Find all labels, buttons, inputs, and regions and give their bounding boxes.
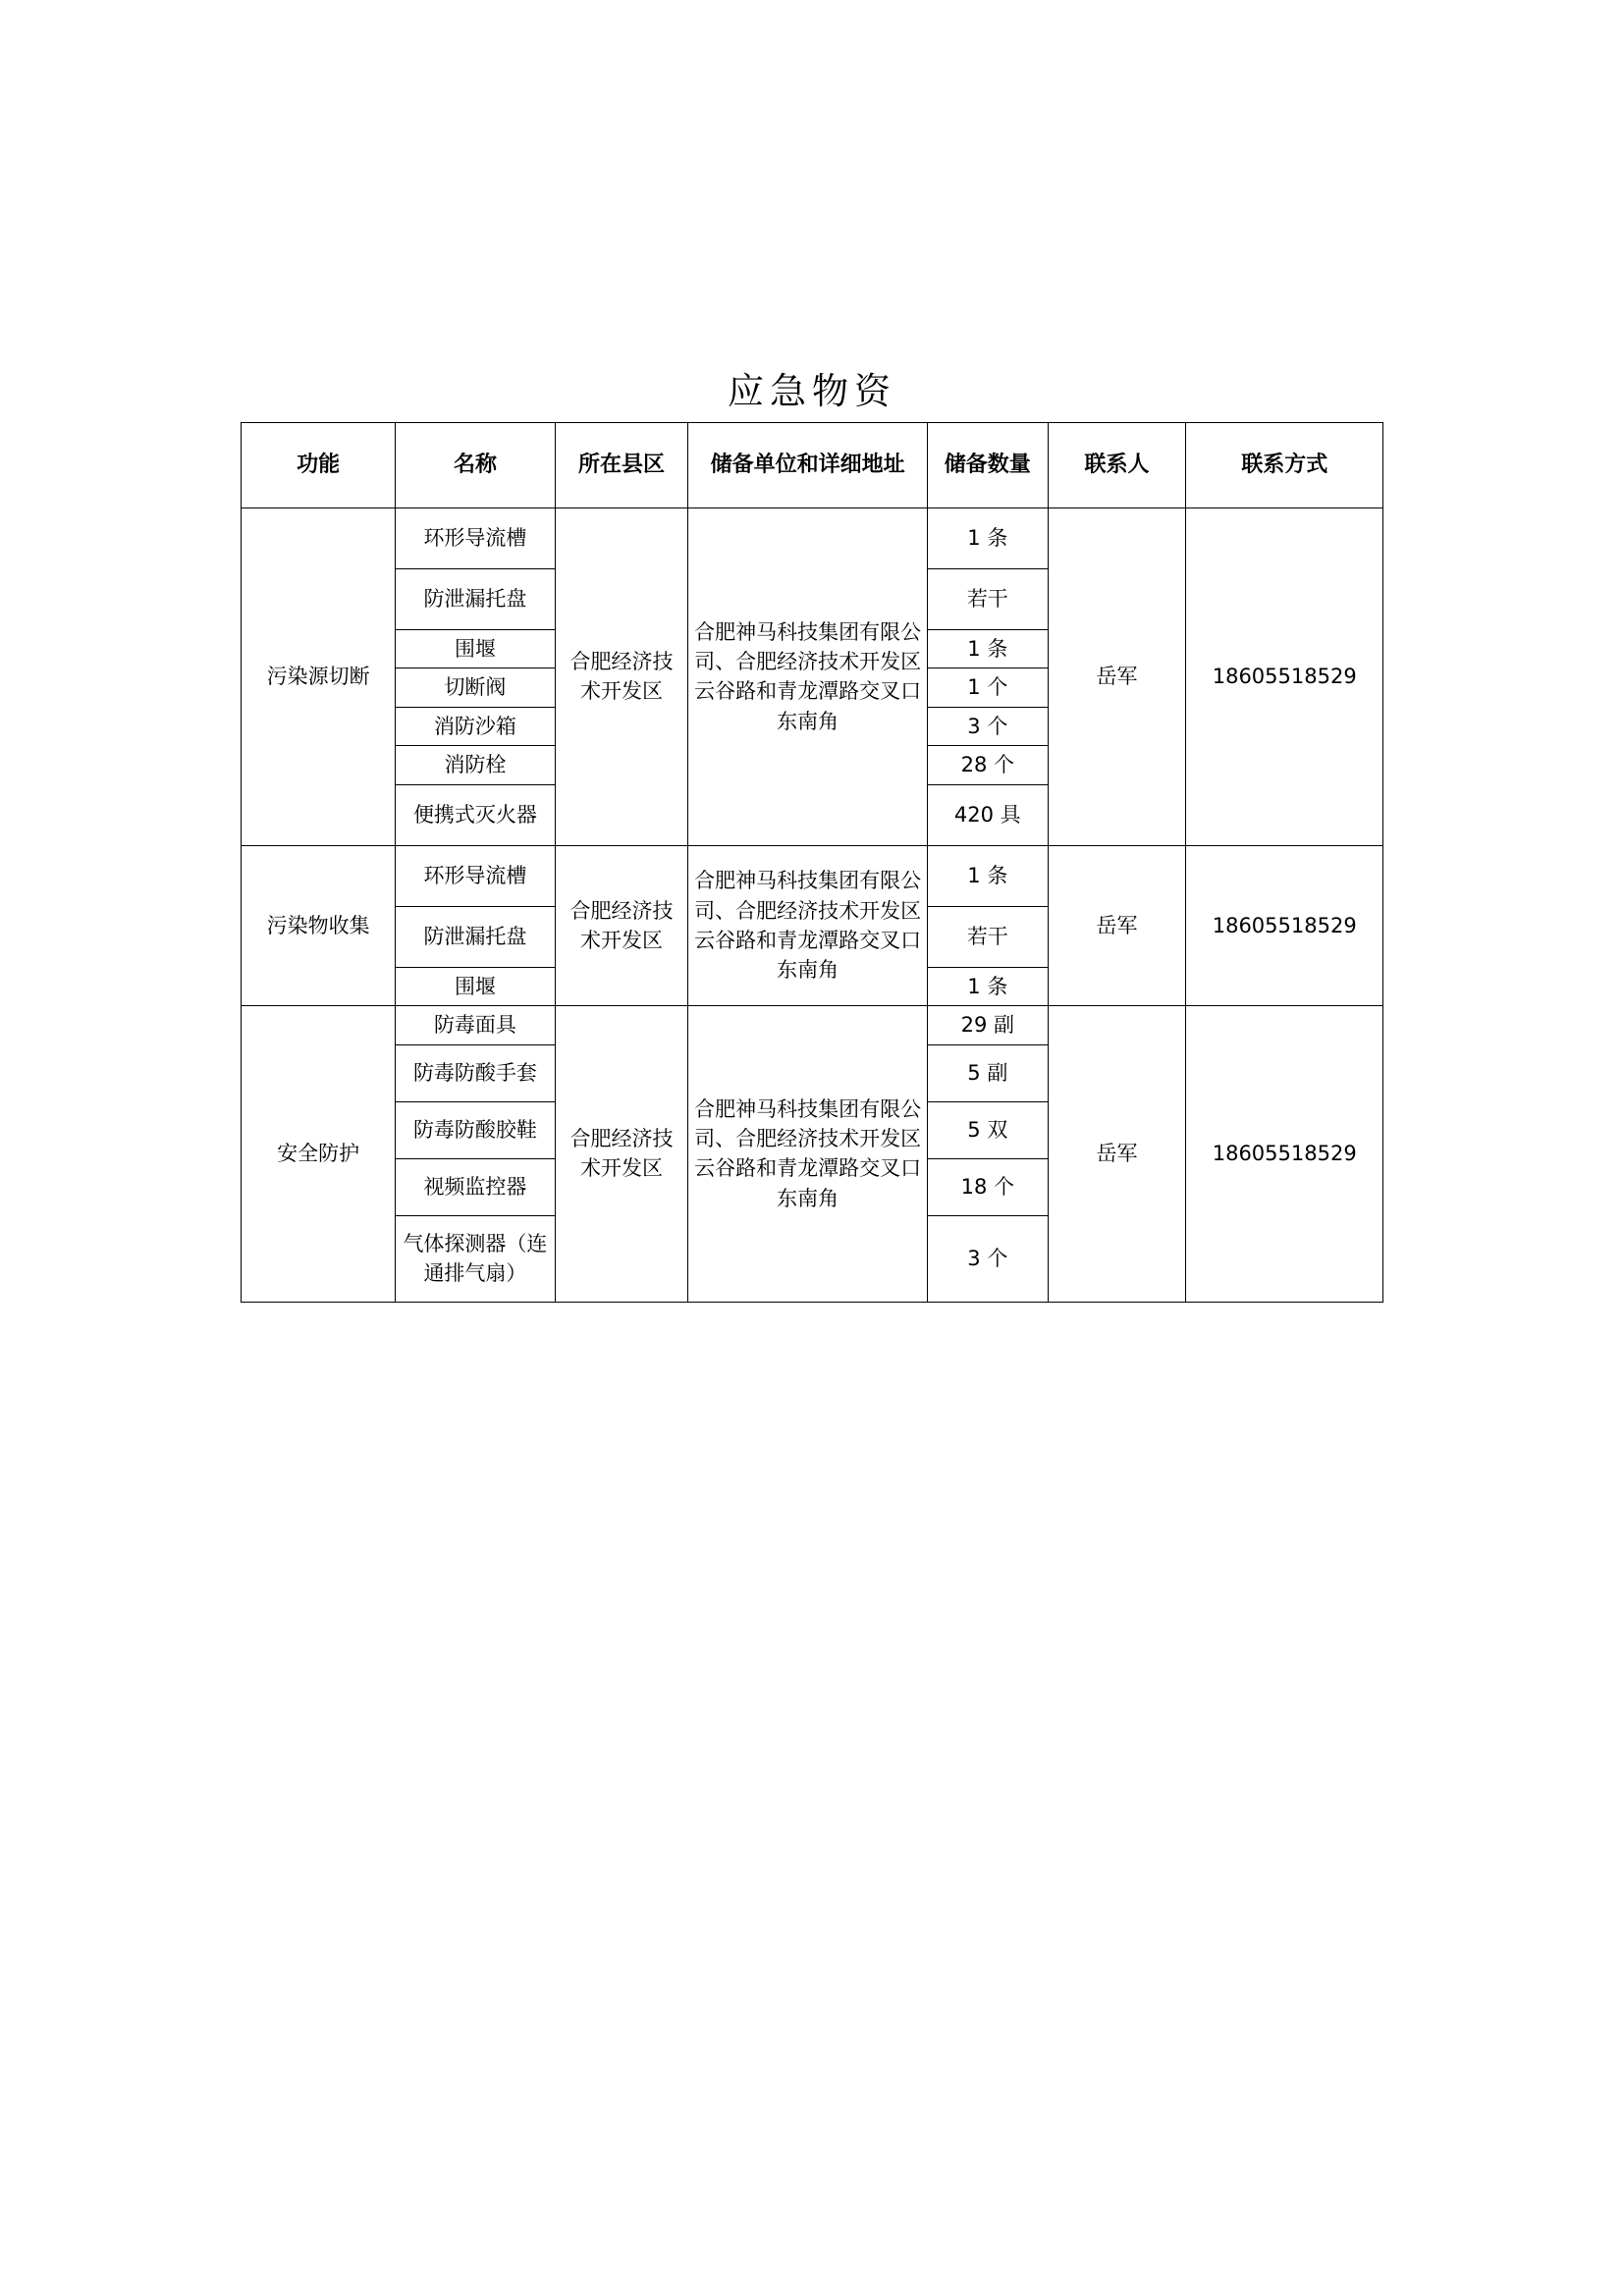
header-address: 储备单位和详细地址	[688, 423, 928, 508]
cell-quantity: 420 具	[928, 784, 1048, 845]
cell-function: 污染物收集	[242, 845, 396, 1005]
cell-quantity: 1 条	[928, 967, 1048, 1005]
cell-quantity: 1 个	[928, 668, 1048, 707]
cell-contact: 岳军	[1048, 1006, 1186, 1302]
cell-contact: 岳军	[1048, 845, 1186, 1005]
cell-item-name: 围堰	[396, 630, 556, 668]
cell-item-name: 防毒面具	[396, 1006, 556, 1044]
cell-function: 安全防护	[242, 1006, 396, 1302]
cell-function: 污染源切断	[242, 508, 396, 846]
cell-item-name: 防毒防酸胶鞋	[396, 1101, 556, 1158]
cell-phone: 18605518529	[1186, 1006, 1383, 1302]
cell-quantity: 3 个	[928, 707, 1048, 745]
cell-area: 合肥经济技术开发区	[555, 1006, 687, 1302]
header-contact: 联系人	[1048, 423, 1186, 508]
cell-address: 合肥神马科技集团有限公司、合肥经济技术开发区云谷路和青龙潭路交叉口东南角	[688, 508, 928, 846]
cell-item-name: 便携式灭火器	[396, 784, 556, 845]
cell-quantity: 若干	[928, 569, 1048, 630]
cell-area: 合肥经济技术开发区	[555, 845, 687, 1005]
cell-quantity: 若干	[928, 906, 1048, 967]
cell-item-name: 防泄漏托盘	[396, 569, 556, 630]
cell-contact: 岳军	[1048, 508, 1186, 846]
cell-item-name: 环形导流槽	[396, 508, 556, 569]
cell-item-name: 环形导流槽	[396, 845, 556, 906]
header-area: 所在县区	[555, 423, 687, 508]
cell-item-name: 围堰	[396, 967, 556, 1005]
cell-item-name: 消防沙箱	[396, 707, 556, 745]
cell-phone: 18605518529	[1186, 508, 1383, 846]
header-name: 名称	[396, 423, 556, 508]
header-phone: 联系方式	[1186, 423, 1383, 508]
cell-item-name: 消防栓	[396, 746, 556, 784]
cell-quantity: 1 条	[928, 508, 1048, 569]
page-title: 应急物资	[728, 370, 896, 412]
cell-item-name: 防毒防酸手套	[396, 1044, 556, 1101]
cell-quantity: 29 副	[928, 1006, 1048, 1044]
cell-item-name: 气体探测器（连通排气扇）	[396, 1215, 556, 1302]
table-header-row	[242, 423, 1383, 508]
cell-item-name: 防泄漏托盘	[396, 906, 556, 967]
table-row	[242, 1006, 1383, 1044]
cell-quantity: 18 个	[928, 1158, 1048, 1215]
cell-quantity: 1 条	[928, 845, 1048, 906]
cell-quantity: 5 双	[928, 1101, 1048, 1158]
cell-phone: 18605518529	[1186, 845, 1383, 1005]
table-header	[242, 423, 1383, 508]
table-body	[242, 508, 1383, 1303]
emergency-materials-table	[241, 422, 1383, 1303]
cell-address: 合肥神马科技集团有限公司、合肥经济技术开发区云谷路和青龙潭路交叉口东南角	[688, 1006, 928, 1302]
cell-item-name: 切断阀	[396, 668, 556, 707]
cell-item-name: 视频监控器	[396, 1158, 556, 1215]
header-quantity: 储备数量	[928, 423, 1048, 508]
cell-address: 合肥神马科技集团有限公司、合肥经济技术开发区云谷路和青龙潭路交叉口东南角	[688, 845, 928, 1005]
cell-quantity: 28 个	[928, 746, 1048, 784]
cell-quantity: 1 条	[928, 630, 1048, 668]
header-function: 功能	[242, 423, 396, 508]
table-row	[242, 508, 1383, 569]
table-row	[242, 845, 1383, 906]
cell-area: 合肥经济技术开发区	[555, 508, 687, 846]
cell-quantity: 5 副	[928, 1044, 1048, 1101]
cell-quantity: 3 个	[928, 1215, 1048, 1302]
